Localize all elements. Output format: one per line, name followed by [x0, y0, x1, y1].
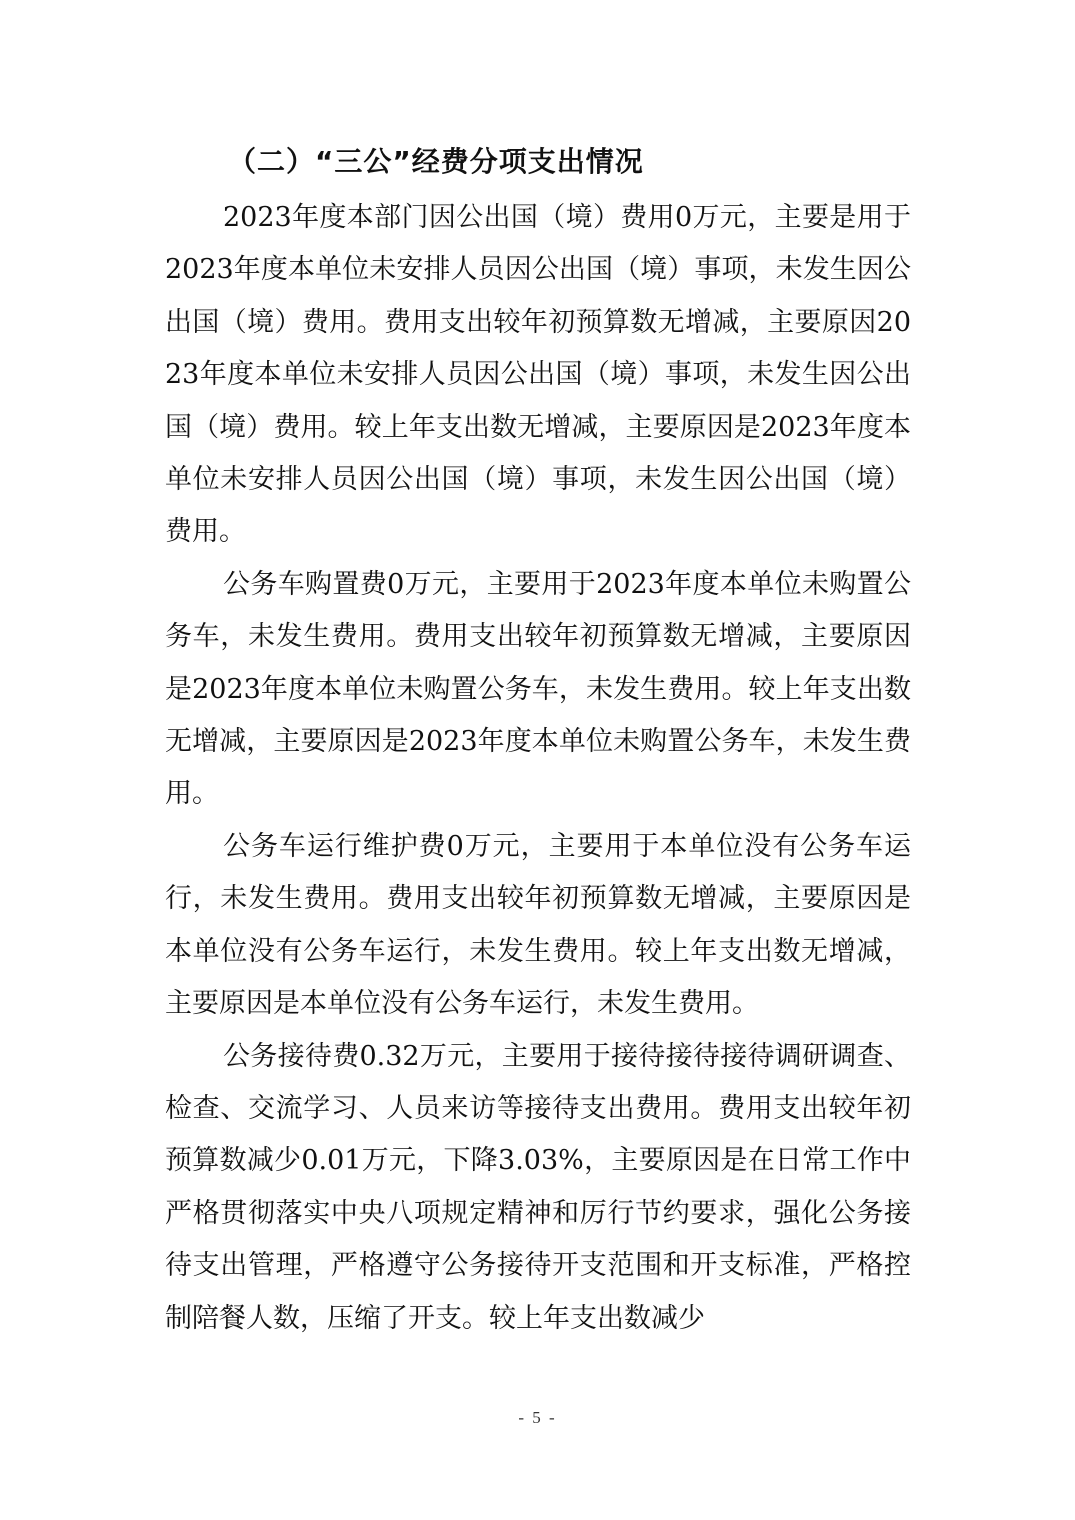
- paragraph-vehicle-purchase: 公务车购置费0万元，主要用于2023年度本单位未购置公务车，未发生费用。费用支出较年初预算数无增减，主要原因是2023年度本单位未购置公务车，未发生费用。较上年支出数无增减，主要原因是2023年度本单位未购置公务车，未发生费用。: [165, 568, 911, 810]
- page-number: - 5 -: [518, 1408, 557, 1427]
- paragraph-overseas-travel: 2023年度本部门因公出国（境）费用0万元，主要是用于2023年度本单位未安排人员因公出国（境）事项，未发生因公出国（境）费用。费用支出较年初预算数无增减，主要原因2023年度本单位未安排人员因公出国（境）事项，未发生因公出国（境）费用。较上年支出数无增减，主要原因是2023年度本单位未安排人员因公出国（境）事项，未发生因公出国（境）费用。: [165, 202, 911, 548]
- body-text: [165, 192, 911, 1345]
- section-heading: （二）“三公”经费分项支出情况: [228, 145, 644, 178]
- paragraph-reception: 公务接待费0.32万元，主要用于接待接待接待调研调查、检查、交流学习、人员来访等接待支出费用。费用支出较年初预算数减少0.01万元，下降3.03%，主要原因是在日常工作中严格贯彻落实中央八项规定精神和厉行节约要求，强化公务接待支出管理，严格遵守公务接待开支范围和开支标准，严格控制陪餐人数，压缩了开支。较上年支出数减少: [165, 1040, 911, 1334]
- paragraph-vehicle-operation: 公务车运行维护费0万元，主要用于本单位没有公务车运行，未发生费用。费用支出较年初预算数无增减，主要原因是本单位没有公务车运行，未发生费用。较上年支出数无增减，主要原因是本单位没有公务车运行，未发生费用。: [165, 830, 911, 1020]
